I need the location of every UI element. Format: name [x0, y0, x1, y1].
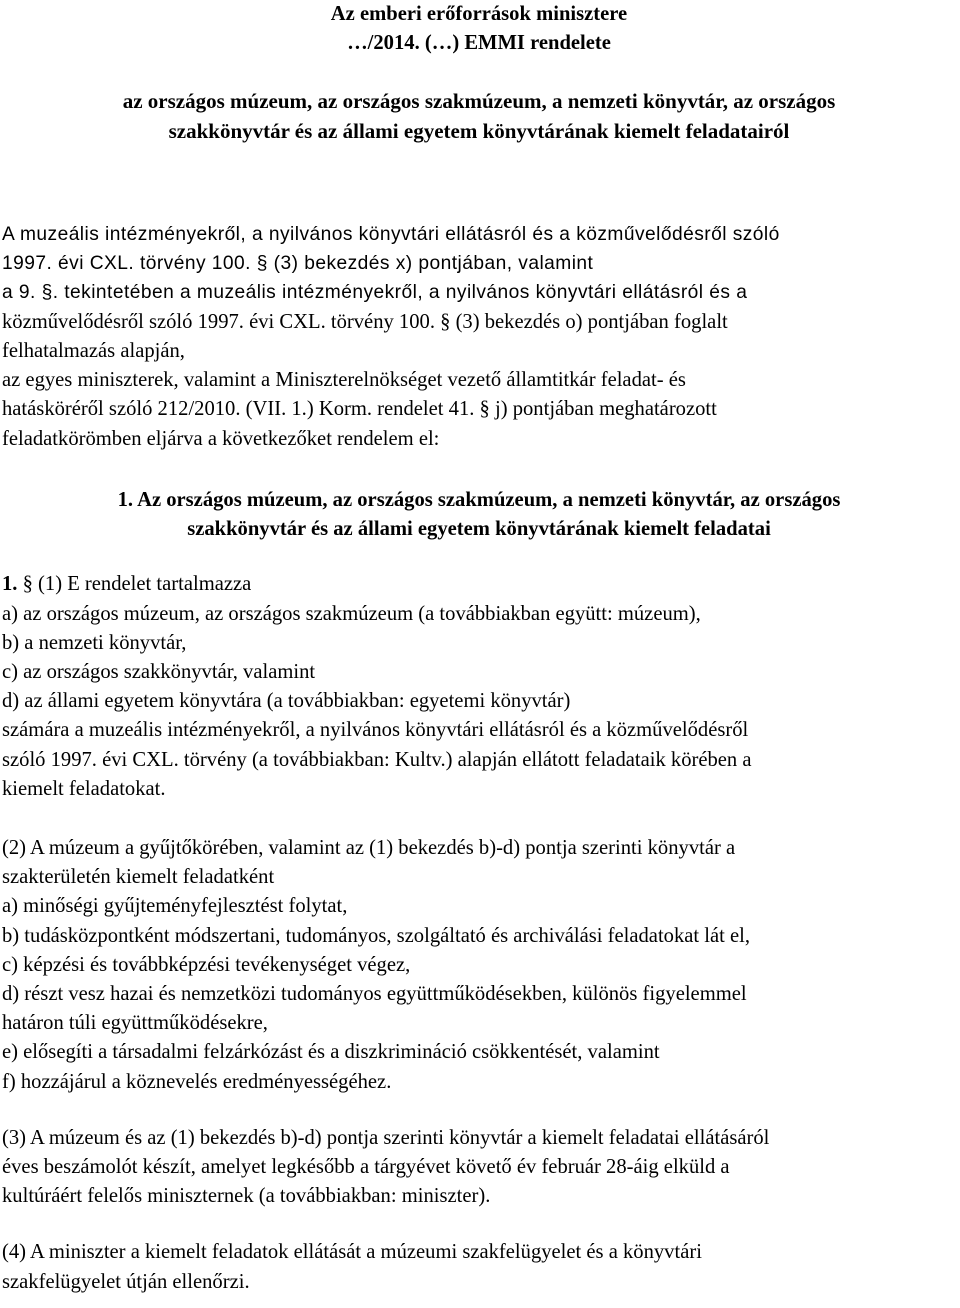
list-item: a) az országos múzeum, az országos szakmúzeum (a továbbiakban együtt: múzeum), — [2, 602, 701, 625]
paragraph-3 — [2, 1124, 956, 1212]
list-item: c) képzési és továbbképzési tevékenységet végez, — [2, 953, 411, 976]
preamble-line-1: A muzeális intézményekről, a nyilvános könyvtári ellátásról és a közművelődésről szóló — [2, 223, 780, 245]
para-2-line-1: (2) A múzeum a gyűjtőkörében, valamint az (1) bekezdés b)-d) pontja szerinti könyvtár a — [2, 836, 736, 859]
para-3-line-2: éves beszámolót készít, amelyet legkésőbb a tárgyévet követő év február 28-áig elküld a — [2, 1155, 730, 1178]
chapter-heading-line-1: 1. Az országos múzeum, az országos szakmúzeum, a nemzeti könyvtár, az országos — [117, 488, 841, 511]
title-line-2: …/2014. (…) EMMI rendelete — [347, 32, 611, 55]
preamble-line-5: felhatalmazás alapján, — [2, 339, 185, 362]
title-line-1: Az emberi erőforrások minisztere — [330, 3, 628, 25]
para-3-line-3: kultúráért felelős miniszternek (a továbbiakban: miniszter). — [2, 1185, 491, 1208]
section-number: 1. — [2, 573, 23, 596]
preamble — [2, 220, 956, 454]
subtitle-line-1: az országos múzeum, az országos szakmúzeum, a nemzeti könyvtár, az országos — [122, 89, 836, 114]
paragraph-2 — [2, 834, 956, 1097]
document-title — [2, 0, 956, 58]
preamble-line-3: a 9. §. tekintetében a muzeális intézményekről, a nyilvános könyvtári ellátásról és a — [2, 282, 748, 304]
preamble-line-6: az egyes miniszterek, valamint a Miniszterelnökséget vezető államtitkár feladat- és — [2, 369, 686, 392]
para-1-end-line-1: számára a muzeális intézményekről, a nyilvános könyvtári ellátásról és a közművelődésről — [2, 719, 749, 742]
list-item: b) tudásközpontként módszertani, tudományos, szolgáltató és archiválási feladatokat lát el, — [2, 924, 751, 947]
list-item: a) minőségi gyűjteményfejlesztést folytat, — [2, 895, 348, 918]
para-2-line-2: szakterületén kiemelt feladatként — [2, 866, 275, 889]
para-1-end-line-2: szóló 1997. évi CXL. törvény (a továbbiakban: Kultv.) alapján ellátott feladataik körében a — [2, 748, 752, 771]
para-4-line-1: (4) A miniszter a kiemelt feladatok ellátását a múzeumi szakfelügyelet és a könyvtári — [2, 1241, 702, 1264]
chapter-heading-line-2: szakkönyvtár és az állami egyetem könyvtárának kiemelt feladatai — [187, 518, 771, 541]
para-3-line-1: (3) A múzeum és az (1) bekezdés b)-d) pontja szerinti könyvtár a kiemelt feladatai ellátásáról — [2, 1126, 770, 1149]
list-item: határon túli együttműködésekre, — [2, 1012, 268, 1035]
list-item: d) az állami egyetem könyvtára (a továbbiakban: egyetemi könyvtár) — [2, 690, 571, 713]
section-1 — [2, 570, 956, 1296]
preamble-line-4: közművelődésről szóló 1997. évi CXL. törvény 100. § (3) bekezdés o) pontjában foglalt — [2, 310, 728, 333]
chapter-heading — [2, 486, 956, 544]
section-1-para-1-intro — [2, 570, 956, 599]
subtitle-line-2: szakkönyvtár és az állami egyetem könyvtárának kiemelt feladatairól — [168, 118, 790, 143]
section-1-intro-text: § (1) E rendelet tartalmazza — [22, 573, 252, 596]
list-item: e) elősegíti a társadalmi felzárkózást és a diszkrimináció csökkentését, valamint — [2, 1041, 660, 1064]
list-item: d) részt vesz hazai és nemzetközi tudományos együttműködésekben, különös figyelemmel — [2, 982, 747, 1005]
preamble-line-7: hatásköréről szóló 212/2010. (VII. 1.) Korm. rendelet 41. § j) pontjában meghatározott — [2, 398, 717, 421]
preamble-line-8: feladatkörömben eljárva a következőket rendelem el: — [2, 427, 440, 450]
paragraph-4 — [2, 1238, 956, 1296]
list-item: c) az országos szakkönyvtár, valamint — [2, 660, 316, 683]
document-subtitle — [2, 87, 956, 145]
list-item: b) a nemzeti könyvtár, — [2, 631, 187, 654]
para-1-end-line-3: kiemelt feladatokat. — [2, 777, 166, 800]
preamble-line-2: 1997. évi CXL. törvény 100. § (3) bekezdés x) pontjában, valamint — [2, 253, 594, 275]
para-4-line-2: szakfelügyelet útján ellenőrzi. — [2, 1270, 250, 1293]
list-item: f) hozzájárul a köznevelés eredményességéhez. — [2, 1070, 392, 1093]
